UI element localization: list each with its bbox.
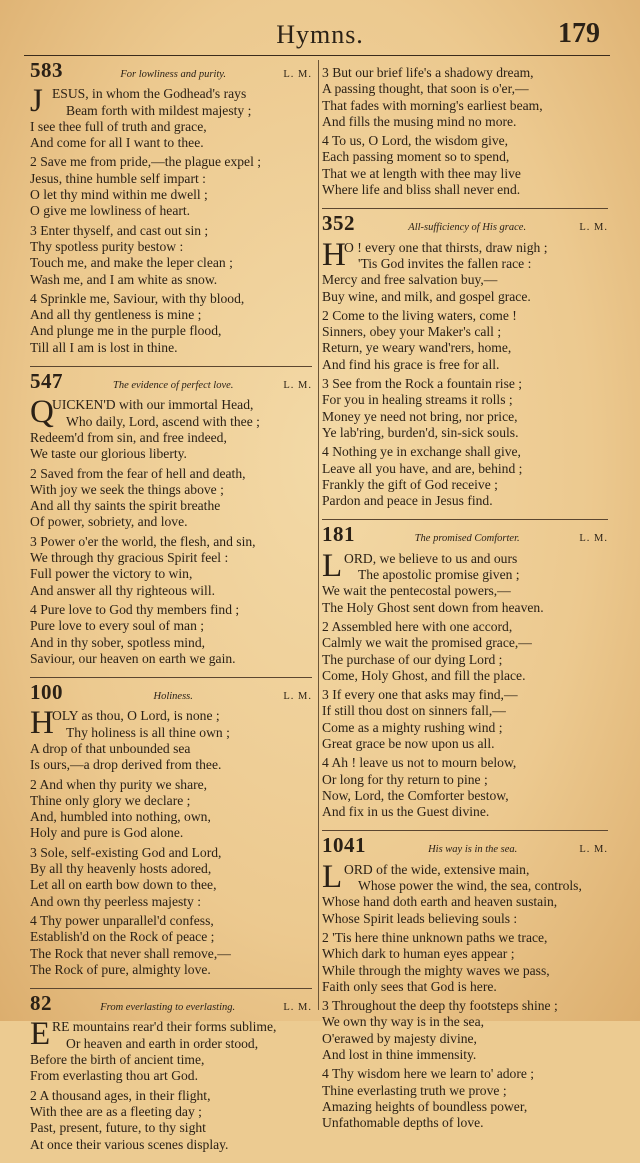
verse-line: Jesus, thine humble self impart : xyxy=(30,170,206,186)
verse xyxy=(30,154,312,219)
verse xyxy=(322,755,608,820)
verse-line: ORD, we believe to us and ours xyxy=(344,550,518,566)
verse-line: Come as a mighty rushing wind ; xyxy=(322,719,503,735)
hymn xyxy=(30,369,312,667)
verse-line: Ye lab'ring, burden'd, sin-sick souls. xyxy=(322,424,519,440)
verse-line: Whose Spirit leads believing souls : xyxy=(322,910,518,926)
hymn-header xyxy=(30,680,312,705)
verse-line: Come, Holy Ghost, and fill the place. xyxy=(322,667,526,683)
verse-line: A drop of that unbounded sea xyxy=(30,740,191,756)
hymn-meter: L. M. xyxy=(579,844,608,856)
verse xyxy=(30,223,312,288)
verse-line: We through thy gracious Spirit feel : xyxy=(30,550,229,566)
verse-line: Faith only sees that God is here. xyxy=(322,978,497,994)
verse-line: Before the birth of ancient time, xyxy=(30,1052,205,1068)
hymn xyxy=(322,65,608,198)
verse-line: Where life and bliss shall never end. xyxy=(322,182,521,198)
verse-line: 4 Thy wisdom here we learn to' adore ; xyxy=(322,1066,535,1082)
verse-line: Or heaven and earth in order stood, xyxy=(66,1035,259,1051)
verse-opening xyxy=(322,547,608,616)
verse-line: 2 And when thy purity we share, xyxy=(30,776,208,792)
verse-line: Pardon and peace in Jesus find. xyxy=(322,493,493,509)
verse-line: RE mountains rear'd their forms sublime, xyxy=(52,1019,277,1035)
verse-line: The Rock that never shall remove,— xyxy=(30,945,231,961)
hymn-separator xyxy=(30,366,312,367)
column-divider xyxy=(318,60,319,1010)
verse-opening xyxy=(30,1016,312,1084)
verse-line: At once their various scenes display. xyxy=(30,1136,229,1152)
hymn-meter: L. M. xyxy=(283,69,312,80)
verse-line: I see thee full of truth and grace, xyxy=(30,118,207,134)
verse-line: With joy we seek the things above ; xyxy=(30,481,224,497)
left-column xyxy=(30,58,312,1163)
hymn-separator xyxy=(322,830,608,831)
verse xyxy=(30,394,312,462)
verse-line: 2 A thousand ages, in their flight, xyxy=(30,1087,211,1103)
verse-line: From everlasting thou art God. xyxy=(30,1068,199,1084)
hymn xyxy=(322,522,608,820)
verse-line: That we at length with thee may live xyxy=(322,165,521,181)
verse-line: Holy and pure is God alone. xyxy=(30,825,184,841)
verse-line: And all thy gentleness is mine ; xyxy=(30,307,202,323)
hymn-number: 1041 xyxy=(322,833,366,858)
verse xyxy=(322,1066,608,1131)
hymn-number: 100 xyxy=(30,680,63,705)
verse-line: 2 'Tis here thine unknown paths we trace, xyxy=(322,929,548,945)
verse-opening xyxy=(30,705,312,773)
verse-line: O'erawed by majesty divine, xyxy=(322,1030,477,1046)
hymn-header xyxy=(30,991,312,1016)
verse xyxy=(30,602,312,667)
verse-line: Till all I am is lost in thine. xyxy=(30,339,178,355)
verse-line: By all thy heavenly hosts adored, xyxy=(30,861,212,877)
verse-line: Sinners, obey your Maker's call ; xyxy=(322,324,502,340)
verse-line: Establish'd on the Rock of peace ; xyxy=(30,929,215,945)
verse-line: 2 Saved from the fear of hell and death, xyxy=(30,465,246,481)
verse xyxy=(30,845,312,910)
verse-line: A passing thought, that soon is o'er,— xyxy=(322,81,529,97)
verse-line: 4 Sprinkle me, Saviour, with thy blood, xyxy=(30,290,245,306)
hymn-topic: Holiness. xyxy=(153,691,193,703)
hymn-meter: L. M. xyxy=(579,533,608,545)
verse-line: Let all on earth bow down to thee, xyxy=(30,877,217,893)
verse-line: Which dark to human eyes appear ; xyxy=(322,946,515,962)
verse-line: 3 See from the Rock a fountain rise ; xyxy=(322,376,523,392)
drop-cap: L xyxy=(322,547,343,584)
verse-line: For you in healing streams it rolls ; xyxy=(322,392,513,408)
verse xyxy=(30,1016,312,1084)
verse-line: Buy wine, and milk, and gospel grace. xyxy=(322,288,531,304)
verse-line: Full power the victory to win, xyxy=(30,566,193,582)
verse-line: Unfathomable depths of love. xyxy=(322,1115,484,1131)
hymn-topic: All-sufficiency of His grace. xyxy=(408,222,527,234)
verse xyxy=(322,444,608,509)
verse-line: Leave all you have, and are, behind ; xyxy=(322,460,523,476)
hymn-header xyxy=(322,211,608,236)
verse-line: Is ours,—a drop derived from thee. xyxy=(30,757,222,773)
verse-line: The Holy Ghost sent down from heaven. xyxy=(322,599,544,615)
verse-line: And fix in us the Guest divine. xyxy=(322,804,490,820)
hymn xyxy=(30,680,312,978)
verse-line: 3 Throughout the deep thy footsteps shine ; xyxy=(322,998,558,1014)
verse-line: ESUS, in whom the Godhead's rays xyxy=(52,86,247,102)
verse-line: Or long for thy return to pine ; xyxy=(322,771,488,787)
hymn-meter: L. M. xyxy=(283,380,312,392)
verse-line: We taste our glorious liberty. xyxy=(30,446,187,462)
verse-line: And in thy sober, spotless mind, xyxy=(30,634,206,650)
hymn-meter: L. M. xyxy=(283,691,312,703)
verse-line: 3 Enter thyself, and cast out sin ; xyxy=(30,222,209,238)
hymn-separator xyxy=(322,208,608,209)
verse-line: And own thy peerless majesty : xyxy=(30,893,202,909)
hymn-number: 352 xyxy=(322,211,355,236)
verse-line: Pure love to every soul of man ; xyxy=(30,618,205,634)
verse-line: UICKEN'D with our immortal Head, xyxy=(52,397,254,413)
verse-opening xyxy=(322,858,608,927)
verse-line: ORD of the wide, extensive main, xyxy=(344,861,530,877)
verse-line: 'Tis God invites the fallen race : xyxy=(358,255,532,271)
verse-lines xyxy=(322,550,608,616)
verse xyxy=(30,534,312,599)
verse-line: 2 Come to the living waters, come ! xyxy=(322,307,517,323)
verse-line: Of power, sobriety, and love. xyxy=(30,514,188,530)
verse xyxy=(322,930,608,995)
verse-line: With thee are as a fleeting day ; xyxy=(30,1103,202,1119)
verse-line: Saviour, our heaven on earth we gain. xyxy=(30,650,236,666)
verse-line: Who daily, Lord, ascend with thee ; xyxy=(66,413,260,429)
verse-lines xyxy=(30,1019,312,1084)
verse-opening xyxy=(322,236,608,305)
verse-line: Past, present, future, to thy sight xyxy=(30,1120,206,1136)
drop-cap: J xyxy=(30,83,43,120)
drop-cap: E xyxy=(30,1016,51,1053)
verse xyxy=(322,308,608,373)
hymn-meter: L. M. xyxy=(283,1002,312,1014)
verse-line: Now, Lord, the Comforter bestow, xyxy=(322,787,509,803)
verse-line: OLY as thou, O Lord, is none ; xyxy=(52,708,220,724)
verse xyxy=(322,858,608,927)
verse-line: Touch me, and make the leper clean ; xyxy=(30,255,233,271)
hymn-topic: His way is in the sea. xyxy=(428,844,518,856)
hymn-header xyxy=(30,369,312,394)
verse-line: O give me lowliness of heart. xyxy=(30,203,191,219)
verse-line: Frankly the gift of God receive ; xyxy=(322,476,498,492)
verse xyxy=(322,998,608,1063)
verse-lines xyxy=(322,861,608,927)
verse-line: And find his grace is free for all. xyxy=(322,356,500,372)
verse xyxy=(322,133,608,198)
verse-line: The purchase of our dying Lord ; xyxy=(322,651,503,667)
verse-line: 4 Pure love to God thy members find ; xyxy=(30,601,240,617)
verse xyxy=(30,777,312,842)
verse-line: And all thy saints the spirit breathe xyxy=(30,498,221,514)
hymn-header xyxy=(322,522,608,547)
verse-line: 3 If every one that asks may find,— xyxy=(322,687,518,703)
drop-cap: Q xyxy=(30,394,54,431)
verse-lines xyxy=(30,708,312,773)
hymn-number: 82 xyxy=(30,991,52,1016)
verse-line: While through the mighty waves we pass, xyxy=(322,962,550,978)
verse xyxy=(30,466,312,531)
verse-line: The apostolic promise given ; xyxy=(358,567,520,583)
hymn-separator xyxy=(322,519,608,520)
hymn-topic: The evidence of perfect love. xyxy=(112,380,234,392)
verse-line: O let thy mind within me dwell ; xyxy=(30,187,208,203)
hymn-meter: L. M. xyxy=(579,222,608,234)
verse-line: 4 Nothing ye in exchange shall give, xyxy=(322,444,521,460)
verse-line: Return, ye weary wand'rers, home, xyxy=(322,340,512,356)
verse xyxy=(322,236,608,305)
hymn xyxy=(322,211,608,509)
verse xyxy=(322,619,608,684)
drop-cap: H xyxy=(30,705,54,742)
verse-lines xyxy=(322,239,608,305)
verse-line: 4 Thy power unparallel'd confess, xyxy=(30,912,214,928)
verse-line: Redeem'd from sin, and free indeed, xyxy=(30,429,227,445)
hymn xyxy=(30,58,312,356)
verse-line: Mercy and free salvation buy,— xyxy=(322,272,498,288)
verse-line: And lost in thine immensity. xyxy=(322,1047,477,1063)
page-title: Hymns. xyxy=(276,20,364,49)
verse xyxy=(30,705,312,773)
verse-line: Thine everlasting truth we prove ; xyxy=(322,1082,507,1098)
verse-line: Great grace be now upon us all. xyxy=(322,735,495,751)
verse-line: 4 Ah ! leave us not to mourn below, xyxy=(322,755,517,771)
verse-line: And come for all I want to thee. xyxy=(30,135,204,151)
verse xyxy=(30,291,312,356)
verse-line: 3 Power o'er the world, the flesh, and sin, xyxy=(30,533,256,549)
verse-line: And plunge me in the purple flood, xyxy=(30,323,222,339)
verse-line: Amazing heights of boundless power, xyxy=(322,1098,528,1114)
verse-opening xyxy=(30,394,312,462)
verse-line: And fills the musing mind no more. xyxy=(322,113,517,129)
verse xyxy=(30,1088,312,1153)
verse-line: Beam forth with mildest majesty ; xyxy=(66,102,252,118)
right-column xyxy=(322,62,608,1142)
verse-lines xyxy=(30,397,312,462)
verse-opening xyxy=(30,83,312,151)
verse xyxy=(30,83,312,151)
hymn-number: 181 xyxy=(322,522,355,547)
verse-line: If still thou dost on sinners fall,— xyxy=(322,703,506,719)
verse-line: O ! every one that thirsts, draw nigh ; xyxy=(344,239,548,255)
verse-lines xyxy=(30,86,312,151)
verse-line: Wash me, and I am white as snow. xyxy=(30,271,218,287)
verse-line: 2 Assembled here with one accord, xyxy=(322,618,513,634)
verse-line: 2 Save me from pride,—the plague expel ; xyxy=(30,154,262,170)
hymn xyxy=(322,833,608,1131)
verse-line: Calmly we wait the promised grace,— xyxy=(322,635,532,651)
drop-cap: L xyxy=(322,858,343,895)
verse-line: Thy spotless purity bestow : xyxy=(30,238,184,254)
hymn-topic: The promised Comforter. xyxy=(414,533,520,545)
drop-cap: H xyxy=(322,236,346,273)
hymn-topic: For lowliness and purity. xyxy=(120,69,226,80)
verse-line: 3 But our brief life's a shadowy dream, xyxy=(322,65,534,80)
verse-line: Thy holiness is all thine own ; xyxy=(66,724,230,740)
verse-line: 4 To us, O Lord, the wisdom give, xyxy=(322,133,509,149)
verse xyxy=(322,547,608,616)
verse xyxy=(322,376,608,441)
hymn-separator xyxy=(30,677,312,678)
hymn-number: 583 xyxy=(30,58,63,82)
verse-line: We own thy way is in the sea, xyxy=(322,1014,484,1030)
hymn-number: 547 xyxy=(30,369,63,394)
hymn-header xyxy=(322,833,608,858)
verse-line: We wait the pentecostal powers,— xyxy=(322,583,511,599)
page-number: 179 xyxy=(558,18,600,49)
hymn-separator xyxy=(30,988,312,989)
verse xyxy=(30,913,312,978)
verse-line: And, humbled into nothing, own, xyxy=(30,809,211,825)
verse-line: And answer all thy righteous will. xyxy=(30,582,215,598)
verse xyxy=(322,65,608,130)
verse xyxy=(322,687,608,752)
verse-line: That fades with morning's earliest beam, xyxy=(322,97,543,113)
verse-line: Whose hand doth earth and heaven sustain, xyxy=(322,894,558,910)
hymn-topic: From everlasting to everlasting. xyxy=(100,1002,236,1014)
verse-line: 3 Sole, self-existing God and Lord, xyxy=(30,844,222,860)
verse-line: Thine only glory we declare ; xyxy=(30,792,191,808)
verse-line: Whose power the wind, the sea, controls, xyxy=(358,878,582,894)
hymn xyxy=(30,991,312,1153)
header-rule xyxy=(24,55,610,56)
verse-line: The Rock of pure, almighty love. xyxy=(30,961,211,977)
verse-line: Each passing moment so to spend, xyxy=(322,149,510,165)
verse-line: Money ye need not bring, nor price, xyxy=(322,408,518,424)
hymn-header xyxy=(30,58,312,83)
